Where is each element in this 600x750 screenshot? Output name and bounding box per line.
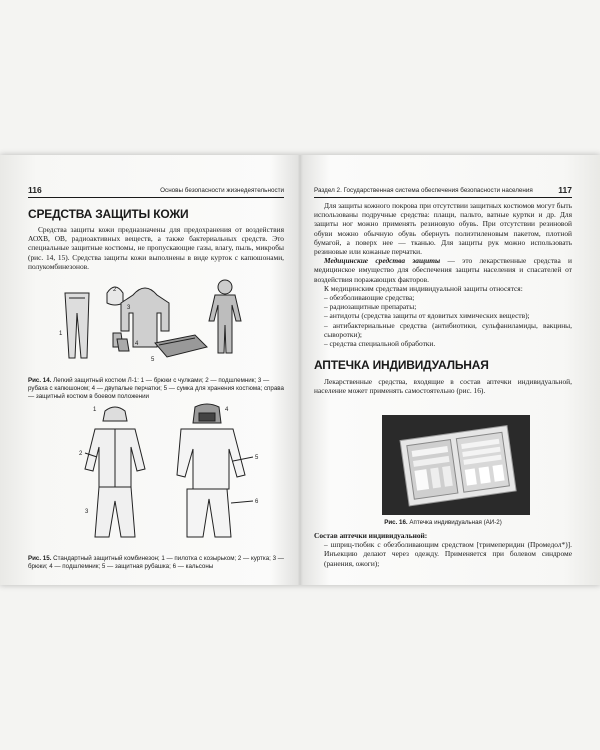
- fig15-marker: 1: [93, 407, 97, 413]
- body-paragraph: Лекарственные средства, входящие в состав аптечки индивидуальной, население может применять самостоятельно (рис. 16).: [314, 377, 572, 396]
- figure-label: Рис. 15.: [28, 555, 52, 562]
- running-title: Основы безопасности жизнедеятельности: [160, 187, 284, 194]
- body-paragraph-block: [314, 377, 572, 395]
- list-item: – средства специальной обработки.: [324, 339, 436, 349]
- section-heading: СРЕДСТВА ЗАЩИТЫ КОЖИ: [28, 207, 189, 221]
- fig14-marker: 5: [151, 357, 155, 363]
- list-item: – шприц-тюбик с обезболивающим средством [тримеперидин (Промедол*)]. Инъекцию делают через одежду. Применяется при болевом синдроме (ранения, ожоги);: [324, 540, 572, 568]
- section-heading: АПТЕЧКА ИНДИВИДУАЛЬНАЯ: [314, 358, 489, 372]
- list-item: – обезболивающие средства;: [324, 293, 415, 303]
- body-paragraph: Средства защиты кожи предназначены для предохранения от воздействия АОХВ, ОВ, радиоактивных веществ, а также бактериальных средств. Это специальные защитные костюмы, не пропускающие газы, влагу, пыль, микробы (рис. 14, 15). Средства защиты кожи выполнены в виде курток с капюшонами, полукомбинезонов.: [28, 225, 284, 271]
- term-definition: — это лекарственные средства и медицинское имущество для обеспечения защиты населения и спасателей от воздействия поражающих факторов.: [314, 256, 572, 284]
- page-number: 117: [558, 185, 572, 195]
- fig15-marker: 6: [255, 499, 259, 505]
- term: Медицинские средства защиты: [324, 256, 441, 266]
- body-paragraph: [314, 256, 572, 284]
- figure-label: Рис. 14.: [28, 377, 52, 384]
- fig15-marker: 5: [255, 455, 259, 461]
- figure-14-illustration: [55, 273, 265, 373]
- fig15-marker: 2: [79, 451, 83, 457]
- page-number: 116: [28, 185, 42, 195]
- fig14-marker: 1: [59, 331, 63, 337]
- figure-15-caption: [28, 555, 284, 571]
- open-book: [0, 155, 600, 585]
- fig14-marker: 2: [113, 287, 117, 293]
- running-header-right: [314, 185, 572, 198]
- list-item: – радиозащитные препараты;: [324, 302, 417, 312]
- figure-15-illustration: [55, 403, 265, 543]
- page-left: [0, 155, 298, 585]
- running-title: Раздел 2. Государственная система обеспечения безопасности населения: [314, 187, 533, 194]
- body-text-block: [314, 201, 572, 348]
- figure-14-caption: [28, 377, 284, 401]
- figure-caption-text: Стандартный защитный комбинезон; 1 — пилотка с козырьком; 2 — куртка; 3 — брюки; 4 — подшлемник; 5 — защитная рубашка; 6 — кальсоны: [28, 555, 284, 570]
- composition-title: Состав аптечки индивидуальной:: [314, 531, 428, 540]
- figure-caption-text: Легкий защитный костюм Л-1: 1 — брюки с чулками; 2 — подшлемник; 3 — рубаха с капюшоном; 4 — двупалые перчатки; 5 — сумка для хранения костюма; справа — защитный костюм в боевом положении: [28, 377, 284, 400]
- body-paragraph: Для защиты кожного покрова при отсутствии защитных костюмов могут быть использованы подручные средства: плащи, пальто, ватные куртки и др. Для защиты ног можно применять резиновую обувь. При отсутствии резиновой обуви можно обычную обувь обернуть полиэтиленовым пакетом, плотной бумагой, а поверх нее — тканью. Для защиты рук можно использовать резиновые или кожаные перчатки.: [314, 201, 572, 257]
- list-item: – антибактериальные средства (антибиотики, сульфаниламиды, вакцины, сыворотки);: [324, 320, 572, 339]
- fig14-marker: 3: [127, 305, 131, 311]
- composition-block: [314, 531, 572, 568]
- first-aid-kit-image: [382, 415, 530, 515]
- body-paragraph: К медицинским средствам индивидуальной защиты относятся:: [324, 283, 523, 293]
- fig15-marker: 4: [225, 407, 229, 413]
- figure-16-caption: [314, 519, 572, 526]
- figure-16-photo: [382, 415, 530, 515]
- running-header-left: [28, 185, 284, 198]
- figure-caption-text: Аптечка индивидуальная (АИ-2): [409, 519, 502, 526]
- list-item: – антидоты (средства защиты от ядовитых химических веществ);: [324, 311, 530, 321]
- page-right: [302, 155, 600, 585]
- fig14-marker: 4: [135, 341, 139, 347]
- fig15-marker: 3: [85, 509, 89, 515]
- figure-label: Рис. 16.: [384, 519, 408, 526]
